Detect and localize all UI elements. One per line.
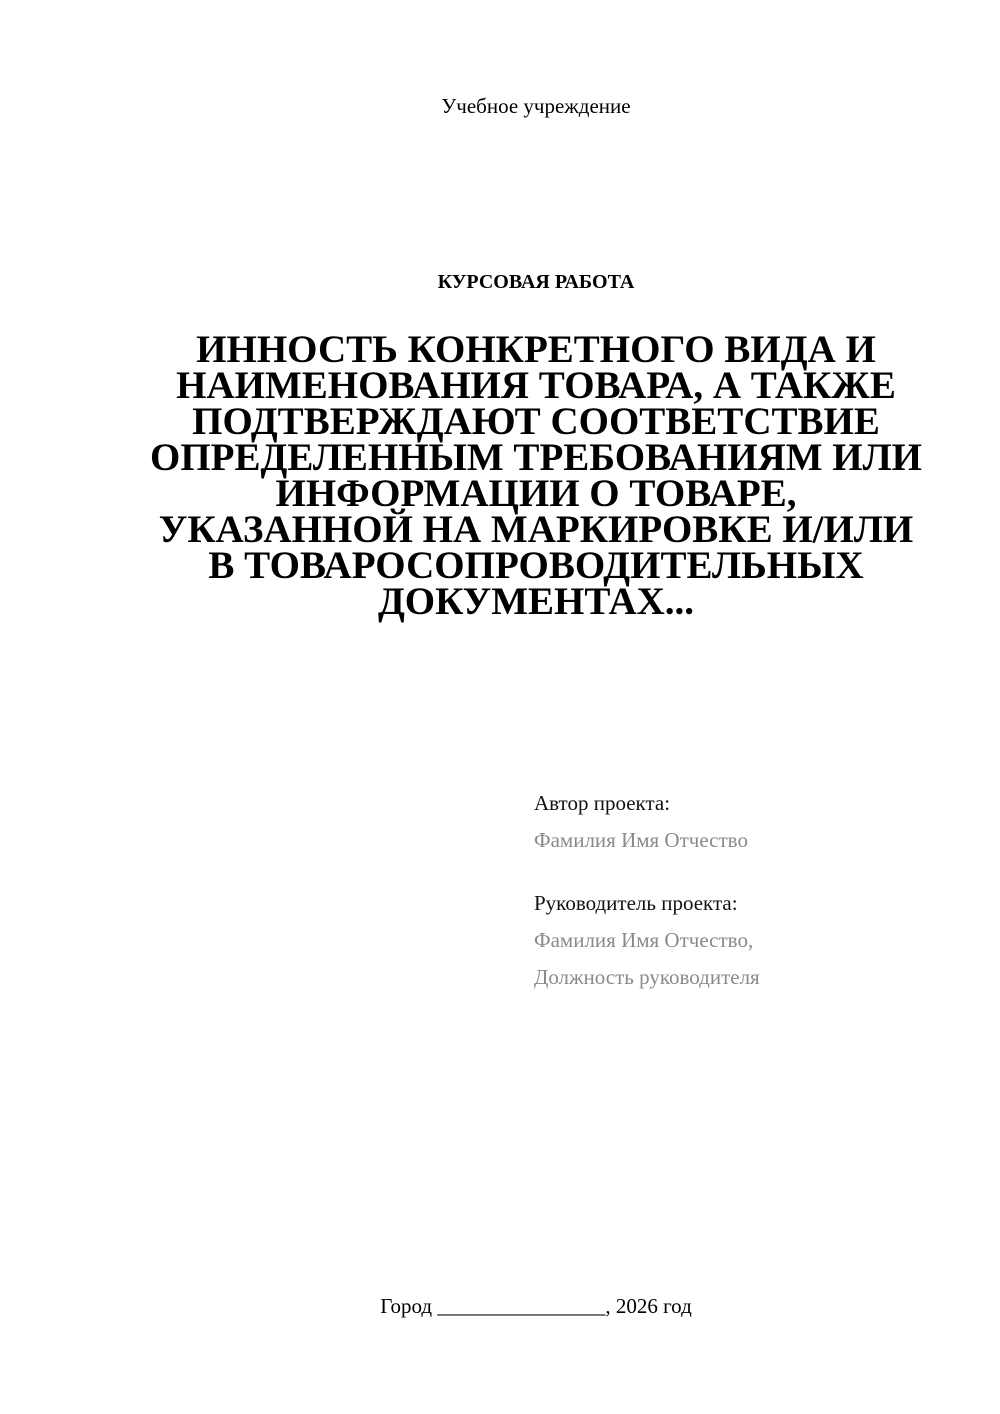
author-label: Автор проекта: (534, 791, 671, 815)
title-line: В ТОВАРОСОПРОВОДИТЕЛЬНЫХ (208, 544, 864, 587)
supervisor-position: Должность руководителя (534, 965, 760, 989)
supervisor-name: Фамилия Имя Отчество, (534, 928, 754, 952)
title-line: ИННОСТЬ КОНКРЕТНОГО ВИДА И (196, 328, 876, 371)
supervisor-block (534, 890, 954, 990)
city-year-line: Город ________________, 2026 год (380, 1294, 692, 1318)
title-line: НАИМЕНОВАНИЯ ТОВАРА, А ТАКЖЕ (176, 364, 896, 407)
title-line: ДОКУМЕНТАХ... (377, 580, 695, 623)
work-title (140, 328, 932, 623)
title-line: ОПРЕДЕЛЕННЫМ ТРЕБОВАНИЯМ ИЛИ (150, 436, 922, 479)
supervisor-label: Руководитель проекта: (534, 891, 738, 915)
institution-name: Учебное учреждение (441, 94, 631, 118)
title-line: ИНФОРМАЦИИ О ТОВАРЕ, (275, 472, 797, 515)
title-line: УКАЗАННОЙ НА МАРКИРОВКЕ И/ИЛИ (158, 508, 914, 551)
author-name: Фамилия Имя Отчество (534, 828, 748, 852)
author-block (534, 790, 954, 853)
document-type: КУРСОВАЯ РАБОТА (437, 271, 635, 293)
credits-block (534, 790, 954, 990)
title-line: ПОДТВЕРЖДАЮТ СООТВЕТСТВИЕ (192, 400, 880, 443)
